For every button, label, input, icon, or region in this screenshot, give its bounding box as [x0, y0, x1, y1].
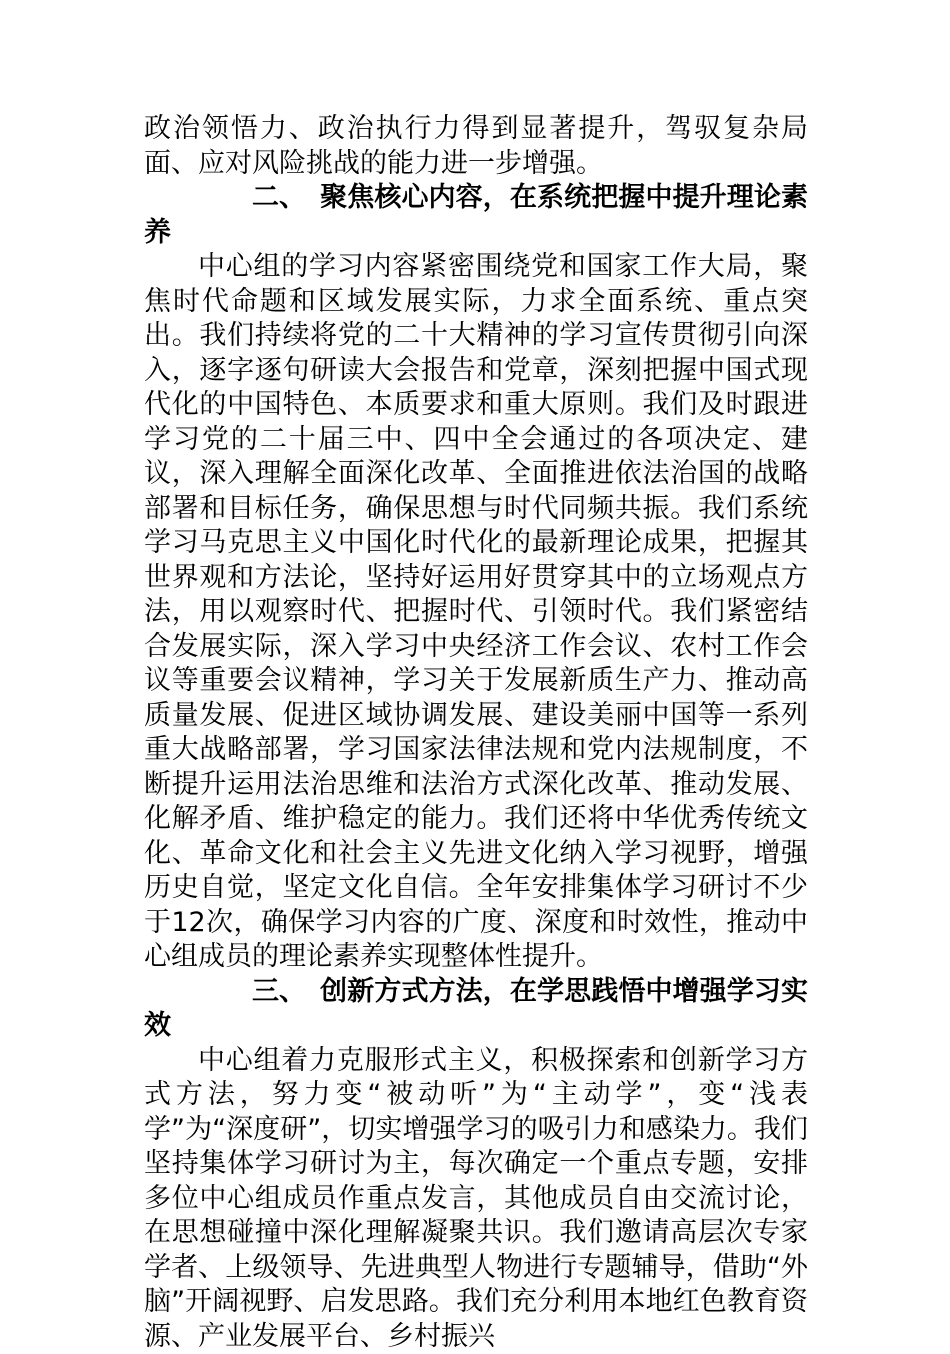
- section-number-3: 三、: [198, 975, 306, 1010]
- continuation-paragraph: 政治领悟力、政治执行力得到显著提升，驾驭复杂局面、应对风险挑战的能力进一步增强。: [144, 112, 808, 181]
- section-title-2: 聚焦核心内容，在系统把握中提升理论素养: [144, 182, 808, 248]
- section-heading-2: [144, 181, 808, 250]
- section-title-3: 创新方式方法，在学思践悟中增强学习实效: [144, 976, 808, 1042]
- section-number-2: 二、: [198, 181, 306, 216]
- body-paragraph-3: 中心组着力克服形式主义，积极探索和创新学习方式方法，努力变“被动听”为“主动学”，变“浅表学”为“深度研”，切实增强学习的吸引力和感染力。我们坚持集体学习研讨为主，每次确定一个重点专题，安排多位中心组成员作重点发言，其他成员自由交流讨论，在思想碰撞中深化理解凝聚共识。我们邀请高层次专家学者、上级领导、先进典型人物进行专题辅导，借助“外脑”开阔视野、启发思路。我们充分利用本地红色教育资源、产业发展平台、乡村振兴: [144, 1044, 808, 1354]
- section-heading-3: [144, 975, 808, 1044]
- body-paragraph-2: 中心组的学习内容紧密围绕党和国家工作大局，聚焦时代命题和区域发展实际，力求全面系统、重点突出。我们持续将党的二十大精神的学习宣传贯彻引向深入，逐字逐句研读大会报告和党章，深刻把握中国式现代化的中国特色、本质要求和重大原则。我们及时跟进学习党的二十届三中、四中全会通过的各项决定、建议，深入理解全面深化改革、全面推进依法治国的战略部署和目标任务，确保思想与时代同频共振。我们系统学习马克思主义中国化时代化的最新理论成果，把握其世界观和方法论，坚持好运用好贯穿其中的立场观点方法，用以观察时代、把握时代、引领时代。我们紧密结合发展实际，深入学习中央经济工作会议、农村工作会议等重要会议精神，学习关于发展新质生产力、推动高质量发展、促进区域协调发展、建设美丽中国等一系列重大战略部署，学习国家法律法规和党内法规制度，不断提升运用法治思维和法治方式深化改革、推动发展、化解矛盾、维护稳定的能力。我们还将中华优秀传统文化、革命文化和社会主义先进文化纳入学习视野，增强历史自觉，坚定文化自信。全年安排集体学习研讨不少于12次，确保学习内容的广度、深度和时效性，推动中心组成员的理论素养实现整体性提升。: [144, 250, 808, 975]
- document-page: [144, 112, 808, 1354]
